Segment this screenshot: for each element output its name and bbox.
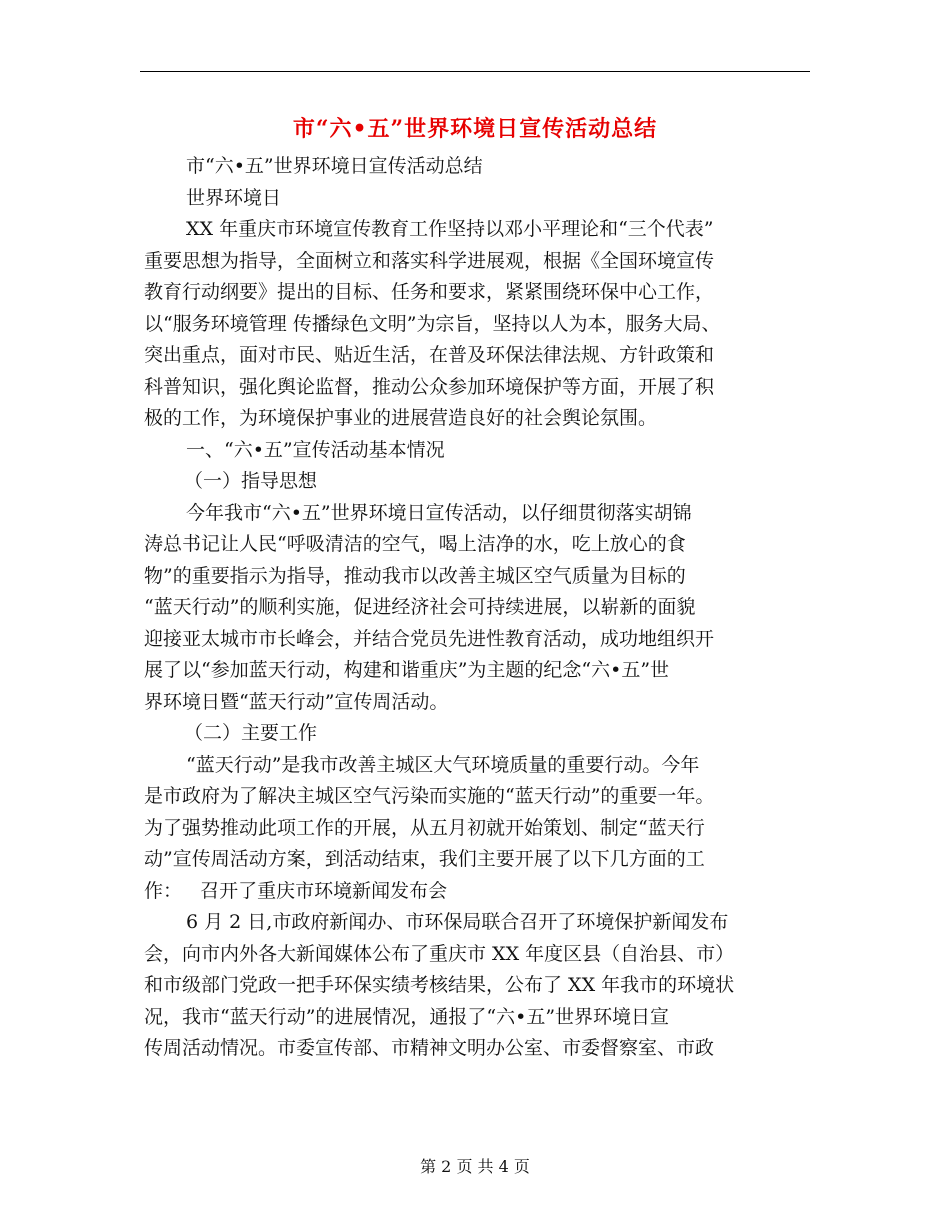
text-line: 展了以“参加蓝天行动，构建和谐重庆”为主题的纪念“六•五”世 xyxy=(144,659,670,681)
document-title: 市“六•五”世界环境日宣传活动总结 xyxy=(292,116,658,142)
text-line: 为了强势推动此项工作的开展，从五月初就开始策划、制定“蓝天行 xyxy=(144,816,705,839)
text-line: XX 年重庆市环境宣传教育工作坚持以邓小平理论和“三个代表” xyxy=(186,218,714,240)
text-line: 况，我市“蓝天行动”的进展情况，通报了“六•五”世界环境日宣 xyxy=(144,1005,670,1028)
text-line: 教育行动纲要》提出的目标、任务和要求，紧紧围绕环保中心工作， xyxy=(144,281,715,303)
text-line: 物”的重要指示为指导，推动我市以改善主城区空气质量为目标的 xyxy=(144,564,686,587)
text-line: 以“服务环境管理 传播绿色文明”为宗旨，坚持以人为本，服务大局、 xyxy=(144,312,721,335)
subsection-heading: （一）指导思想 xyxy=(184,470,318,492)
text-line: 作： 召开了重庆市环境新闻发布会 xyxy=(144,879,448,902)
text-line: 涛总书记让人民“呼吸清洁的空气，喝上洁净的水，吃上放心的食 xyxy=(144,533,686,555)
text-line: 迎接亚太城市市长峰会，并结合党员先进性教育活动，成功地组织开 xyxy=(144,627,715,650)
section-heading: 一、“六•五”宣传活动基本情况 xyxy=(186,438,445,461)
text-line: 动”宣传周活动方案，到活动结束，我们主要开展了以下几方面的工 xyxy=(144,848,705,870)
text-line: 突出重点，面对市民、贴近生活，在普及环保法律法规、方针政策和 xyxy=(144,344,715,366)
subsection-heading: （二）主要工作 xyxy=(184,722,318,744)
text-line: 界环境日暨“蓝天行动”宣传周活动。 xyxy=(144,690,449,713)
text-line: 是市政府为了解决主城区空气污染而实施的“蓝天行动”的重要一年。 xyxy=(144,785,715,807)
header-rule xyxy=(140,71,810,72)
text-line: 科普知识，强化舆论监督，推动公众参加环境保护等方面，开展了积 xyxy=(144,375,715,398)
text-line: “蓝天行动”的顺利实施，促进经济社会可持续进展，以崭新的面貌 xyxy=(144,596,696,618)
page-footer: 第 2 页 共 4 页 xyxy=(420,1157,530,1176)
text-line: 会，向市内外各大新闻媒体公布了重庆市 XX 年度区县（自治县、市） xyxy=(144,942,735,965)
text-line: 重要思想为指导，全面树立和落实科学进展观，根据《全国环境宣传 xyxy=(144,249,715,272)
document-body xyxy=(144,151,814,1065)
text-line: 极的工作，为环境保护事业的进展营造良好的社会舆论氛围。 xyxy=(144,407,658,429)
text-line: “蓝天行动”是我市改善主城区大气环境质量的重要行动。今年 xyxy=(186,753,700,776)
text-line: 世界环境日 xyxy=(186,186,282,209)
text-line: 今年我市“六•五”世界环境日宣传活动，以仔细贯彻落实胡锦 xyxy=(186,501,692,524)
text-line: 6 月 2 日,市政府新闻办、市环保局联合召开了环境保护新闻发布 xyxy=(186,911,729,933)
text-line: 传周活动情况。市委宣传部、市精神文明办公室、市委督察室、市政 xyxy=(144,1037,715,1059)
text-line: 市“六•五”世界环境日宣传活动总结 xyxy=(186,155,483,177)
text-line: 和市级部门党政一把手环保实绩考核结果，公布了 XX 年我市的环境状 xyxy=(144,974,735,996)
